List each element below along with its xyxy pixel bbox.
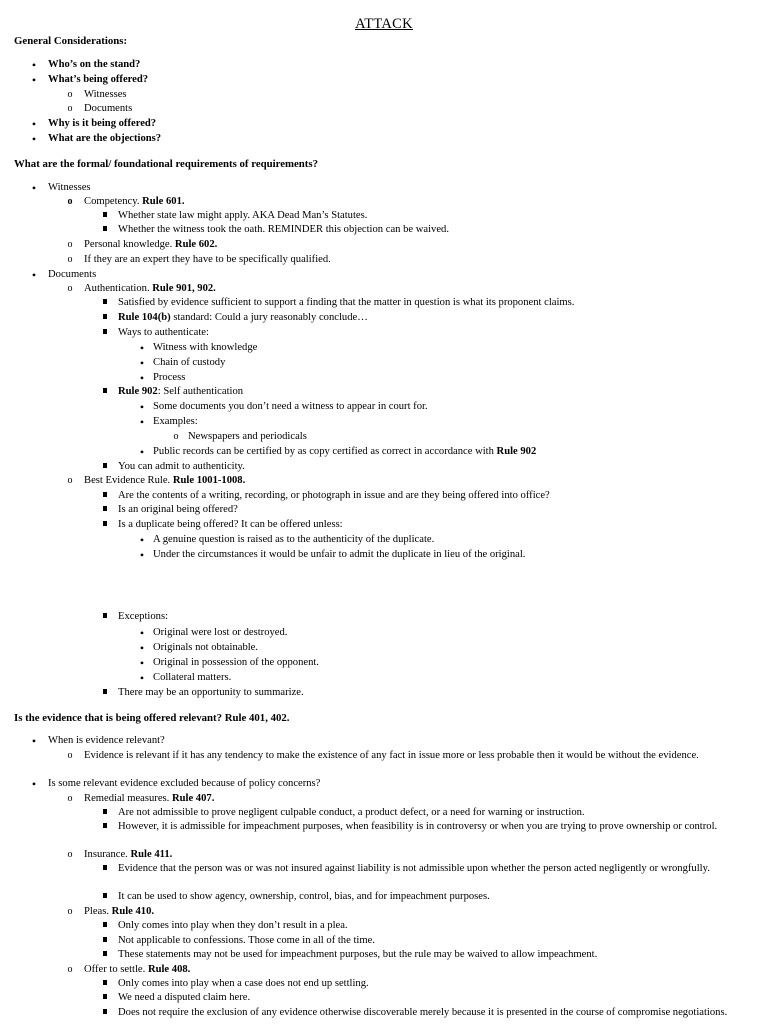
- bullet-disc: [28, 132, 40, 149]
- list-item: Are not admissible to prove negligent culpable conduct, a product defect, or a need for warning or instruction.: [118, 807, 585, 818]
- bullet-square: [100, 296, 110, 311]
- list-item: Personal knowledge. Rule 602.: [84, 239, 218, 250]
- bullet-disc: [28, 268, 40, 285]
- bullet-square: [100, 223, 110, 238]
- list-item: Offer to settle. Rule 408.: [84, 964, 191, 975]
- list-item: When is evidence relevant?: [48, 735, 165, 746]
- heading-formal-requirements: What are the formal/ foundational requirements of requirements?: [14, 158, 318, 170]
- list-item: What are the objections?: [48, 133, 162, 144]
- list-item: Rule 902: Self authentication: [118, 386, 244, 397]
- bullet-square: [100, 948, 110, 963]
- bullet-circle: [64, 102, 76, 117]
- list-item: Only comes into play when a case does not end up settling.: [118, 978, 369, 989]
- list-item: What’s being offered?: [48, 74, 149, 85]
- list-item: Whether state law might apply. AKA Dead Man’s Statutes.: [118, 210, 368, 221]
- list-item: A genuine question is raised as to the authenticity of the duplicate.: [153, 534, 435, 545]
- bullet-circle: [64, 88, 76, 103]
- bullet-circle: [64, 848, 76, 863]
- bullet-disc: [28, 73, 40, 90]
- list-item: Some documents you don’t need a witness to appear in court for.: [153, 401, 428, 412]
- list-item: Is an original being offered?: [118, 504, 238, 515]
- list-item: However, it is admissible for impeachment purposes, when feasibility is in controversy or when you are trying to prove ownership or control.: [118, 821, 718, 832]
- list-item: Competency. Rule 601.: [84, 196, 185, 207]
- list-item: Exceptions:: [118, 611, 169, 622]
- list-item: If they are an expert they have to be specifically qualified.: [84, 254, 331, 265]
- bullet-square: [100, 460, 110, 475]
- bullet-disc: [28, 734, 40, 751]
- bullet-square: [100, 991, 110, 1006]
- bullet-square: [100, 977, 110, 992]
- list-item: Process: [153, 372, 186, 383]
- bullet-circle: [64, 282, 76, 297]
- bullet-circle: [64, 238, 76, 253]
- list-item: Evidence is relevant if it has any tendency to make the existence of any fact in issue more or less probable then it would be without the evidence.: [84, 750, 699, 761]
- heading-general-considerations: General Considerations:: [14, 35, 128, 47]
- bullet-square: [100, 503, 110, 518]
- list-item: You can admit to authenticity.: [118, 461, 245, 472]
- bullet-square: [100, 209, 110, 224]
- list-item: Documents: [48, 269, 97, 280]
- bullet-square: [100, 890, 110, 905]
- list-item: Whether the witness took the oath. REMINDER this objection can be waived.: [118, 224, 449, 235]
- list-item: Originals not obtainable.: [153, 642, 259, 653]
- list-item: Evidence that the person was or was not insured against liability is not admissible upon whether the person acted negligently or wrongfully.: [118, 863, 710, 874]
- bullet-circle: [64, 905, 76, 920]
- list-item: It can be used to show agency, ownership, control, bias, and for impeachment purposes.: [118, 891, 490, 902]
- bullet-circle: [64, 195, 76, 210]
- bullet-circle: [170, 430, 182, 445]
- bullet-circle: [64, 963, 76, 978]
- bullet-square: [100, 326, 110, 341]
- list-item: Witnesses: [84, 89, 127, 100]
- bullet-circle: [64, 792, 76, 807]
- bullet-circle: [64, 749, 76, 764]
- list-item: Best Evidence Rule. Rule 1001-1008.: [84, 475, 246, 486]
- list-item: Examples:: [153, 416, 198, 427]
- list-item: Original were lost or destroyed.: [153, 627, 288, 638]
- list-item: Does not require the exclusion of any evidence otherwise discoverable merely because it is presented in the course of compromise negotiations.: [118, 1007, 728, 1018]
- bullet-disc: [28, 181, 40, 198]
- bullet-square: [100, 862, 110, 877]
- list-item: Collateral matters.: [153, 672, 232, 683]
- list-item: Satisfied by evidence sufficient to support a finding that the matter in question is what its proponent claims.: [118, 297, 575, 308]
- list-item: Chain of custody: [153, 357, 226, 368]
- bullet-square: [100, 489, 110, 504]
- list-item: Original in possession of the opponent.: [153, 657, 319, 668]
- list-item: Witness with knowledge: [153, 342, 258, 353]
- bullet-square: [100, 919, 110, 934]
- bullet-disc: [28, 777, 40, 794]
- list-item: Authentication. Rule 901, 902.: [84, 283, 216, 294]
- list-item: Not applicable to confessions. Those come in all of the time.: [118, 935, 375, 946]
- list-item: Who’s on the stand?: [48, 59, 141, 70]
- list-item: We need a disputed claim here.: [118, 992, 251, 1003]
- list-item: Documents: [84, 103, 133, 114]
- list-item: Pleas. Rule 410.: [84, 906, 155, 917]
- heading-relevance: Is the evidence that is being offered relevant? Rule 401, 402.: [14, 712, 290, 724]
- list-item: These statements may not be used for impeachment purposes, but the rule may be waived to allow impeachment.: [118, 949, 598, 960]
- list-item: Why is it being offered?: [48, 118, 157, 129]
- list-item: Insurance. Rule 411.: [84, 849, 173, 860]
- list-item: Rule 104(b) standard: Could a jury reasonably conclude…: [118, 312, 368, 323]
- list-item: Under the circumstances it would be unfair to admit the duplicate in lieu of the original.: [153, 549, 526, 560]
- bullet-square: [100, 610, 110, 625]
- list-item: Only comes into play when they don’t result in a plea.: [118, 920, 348, 931]
- bullet-circle: [64, 474, 76, 489]
- bullet-circle: [64, 253, 76, 268]
- bullet-square: [100, 686, 110, 701]
- bullet-square: [100, 820, 110, 835]
- list-item: There may be an opportunity to summarize.: [118, 687, 304, 698]
- bullet-square: [100, 518, 110, 533]
- list-item: Public records can be certified by as copy certified as correct in accordance with Rule 902: [153, 446, 537, 457]
- bullet-square: [100, 311, 110, 326]
- list-item: Is some relevant evidence excluded because of policy concerns?: [48, 778, 321, 789]
- list-item: Is a duplicate being offered? It can be offered unless:: [118, 519, 343, 530]
- bullet-square: [100, 385, 110, 400]
- list-item: Remedial measures. Rule 407.: [84, 793, 215, 804]
- bullet-square: [100, 934, 110, 949]
- list-item: Newspapers and periodicals: [188, 431, 307, 442]
- list-item: Witnesses: [48, 182, 91, 193]
- bullet-disc: [137, 415, 147, 432]
- bullet-square: [100, 806, 110, 821]
- list-item: Are the contents of a writing, recording, or photograph in issue and are they being offered into office?: [118, 490, 550, 501]
- bullet-square: [100, 1006, 110, 1021]
- bullet-disc: [137, 548, 147, 565]
- page-title: ATTACK: [355, 16, 413, 32]
- list-item: Ways to authenticate:: [118, 327, 209, 338]
